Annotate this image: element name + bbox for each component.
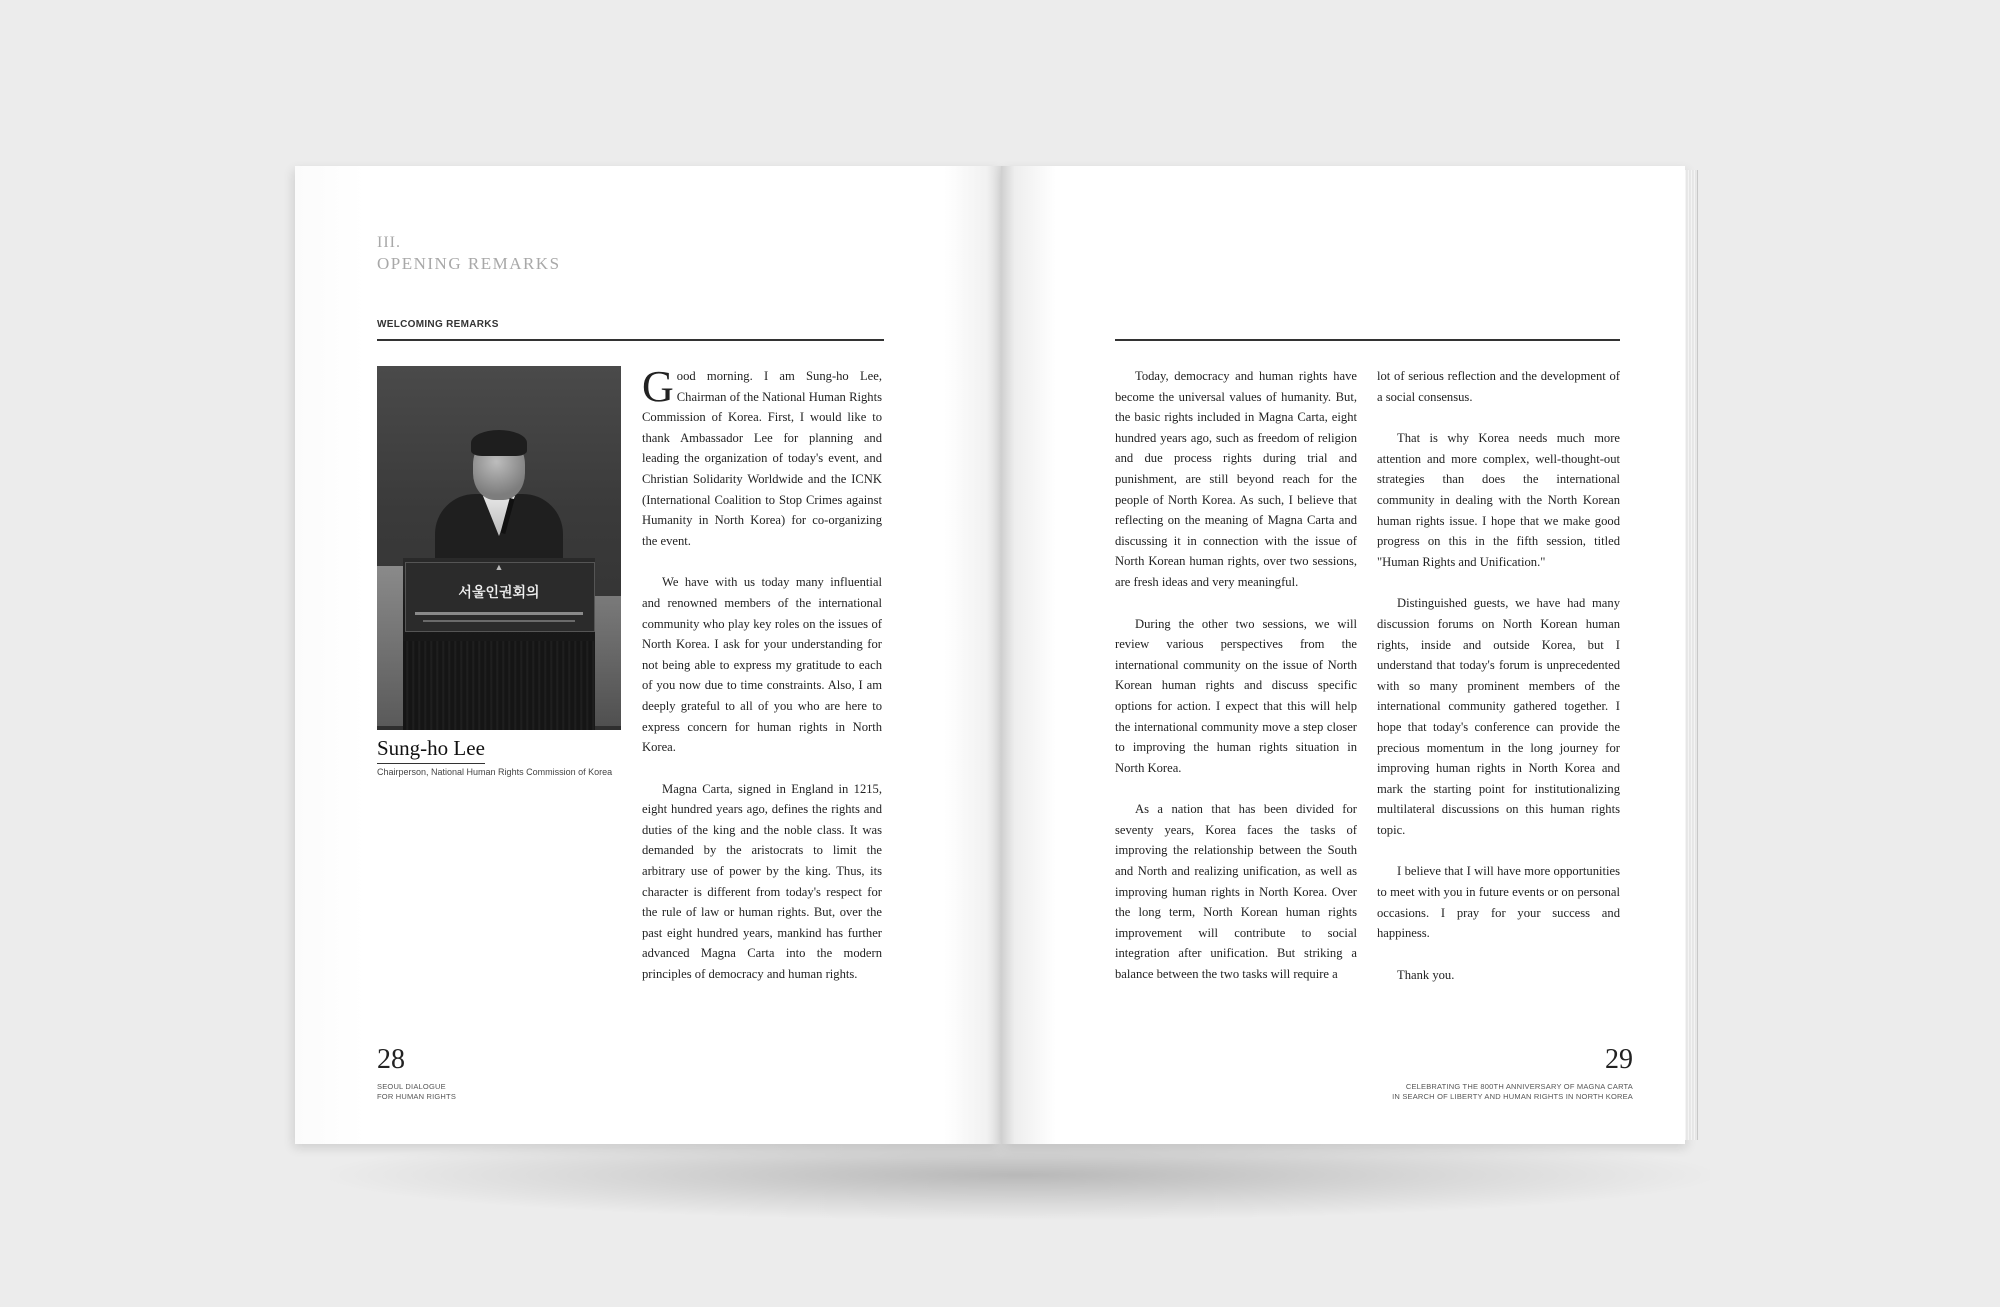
page-stack-edge — [1685, 170, 1698, 1140]
body-paragraph: I believe that I will have more opportunities to meet with you in future events or on personal occasions. I pray for your success and happiness. — [1377, 864, 1620, 941]
page-number: 29 — [1605, 1044, 1633, 1075]
podium-sign-text: 서울인권회의 — [458, 585, 540, 601]
podium-logo-icon: ▲ — [494, 562, 504, 572]
header-rule — [1115, 339, 1620, 341]
left-body-column — [642, 362, 882, 1006]
podium-sign-subline — [415, 612, 583, 615]
body-paragraph: Magna Carta, signed in England in 1215, eight hundred years ago, defines the rights and duties of the king and the noble class. It was demanded by the aristocrats to limit the arbitrary use of power by the king. Thus, its character is different from today's respect for the rule of law or human rights. But, over the past eight hundred years, mankind has further advanced Magna Carta into the modern principles of democracy and human rights. — [642, 781, 882, 982]
body-paragraph: We have with us today many influential and renowned members of the international community who play key roles on the issues of North Korea. I ask for your understanding for not being able to express my gratitude to each of you now due to time constraints. Also, I am deeply grateful to all of you who are here to express concern for human rights in North Korea. — [642, 575, 882, 755]
page-footer — [1293, 1082, 1633, 1102]
podium-sign-subline — [423, 620, 575, 622]
body-paragraph: As a nation that has been divided for seventy years, Korea faces the tasks of improving the relationship between the South and North and realizing unification, as well as improving human rights in North Korea. Over the long term, North Korean human rights improvement will contribute to social integration after unification. But striking a balance between the two tasks will require a — [1115, 802, 1357, 982]
right-body-column-2 — [1377, 366, 1620, 1006]
open-booklet — [295, 166, 1705, 1144]
drop-cap: G — [642, 362, 674, 411]
right-body-column-1 — [1115, 366, 1357, 1006]
speaker-name: Sung-ho Lee — [377, 736, 485, 764]
body-paragraph: During the other two sessions, we will review various perspectives from the international community on the issue of North Korean human rights and discuss specific options for action. I expect that this will help the international community move a step closer to improving the human rights situation in North Korea. — [1115, 616, 1357, 775]
body-paragraph: That is why Korea needs much more attention and more complex, well-thought-out strategies than does the international community in dealing with the North Korean human rights issue. I hope that we make good progress on this in the fifth session, titled "Human Rights and Unification." — [1377, 431, 1620, 569]
body-paragraph — [642, 362, 882, 551]
footer-line: CELEBRATING THE 800TH ANNIVERSARY OF MAGNA CARTA — [1405, 1082, 1633, 1091]
speaker-hair — [471, 430, 527, 456]
speaker-photo — [377, 366, 621, 730]
page-number: 28 — [377, 1044, 405, 1075]
footer-line: FOR HUMAN RIGHTS — [377, 1092, 457, 1101]
section-number: III. — [377, 234, 401, 251]
body-paragraph: lot of serious reflection and the development of a social consensus. — [1377, 369, 1620, 404]
body-paragraph: Distinguished guests, we have had many discussion forums on North Korean human rights, inside and outside Korea, but I understand that today's forum is unprecedented with so many prominent members of the international community gathered together. I hope that today's conference can provide the precious momentum in the long journey for improving human rights in North Korea and mark the starting point for institutionalizing multilateral discussions on this human rights topic. — [1377, 596, 1620, 837]
footer-line: IN SEARCH OF LIBERTY AND HUMAN RIGHTS IN NORTH KOREA — [1392, 1092, 1633, 1101]
footer-line: SEOUL DIALOGUE — [377, 1082, 446, 1091]
sub-section-label: WELCOMING REMARKS — [377, 319, 499, 330]
speaker-title: Chairperson, National Human Rights Commission of Korea — [377, 767, 613, 777]
body-paragraph: Today, democracy and human rights have become the universal values of humanity. But, the basic rights included in Magna Carta, eight hundred years ago, such as freedom of religion and due process rights during trial and punishment, are still beyond reach for the people of North Korea. As such, I believe that reflecting on the meaning of Magna Carta and discussing it in connection with the issue of North Korean human rights, over two sessions, are fresh ideas and very meaningful. — [1115, 369, 1357, 589]
paragraph-text: ood morning. I am Sung-ho Lee, Chairman of the National Human Rights Commission of Korea. First, I would like to thank Ambassador Lee for planning and leading the organization of today's event, and Christian Solidarity Worldwide and the ICNK (International Coalition to Stop Crimes against Humanity in North Korea) for co-organizing the event. — [642, 369, 882, 548]
page-footer — [377, 1082, 497, 1102]
section-title: OPENING REMARKS — [377, 254, 561, 273]
body-paragraph: Thank you. — [1397, 967, 1455, 982]
left-page — [295, 166, 1001, 1144]
podium-grille — [403, 641, 595, 730]
header-rule — [377, 339, 884, 341]
right-page — [1001, 166, 1685, 1144]
